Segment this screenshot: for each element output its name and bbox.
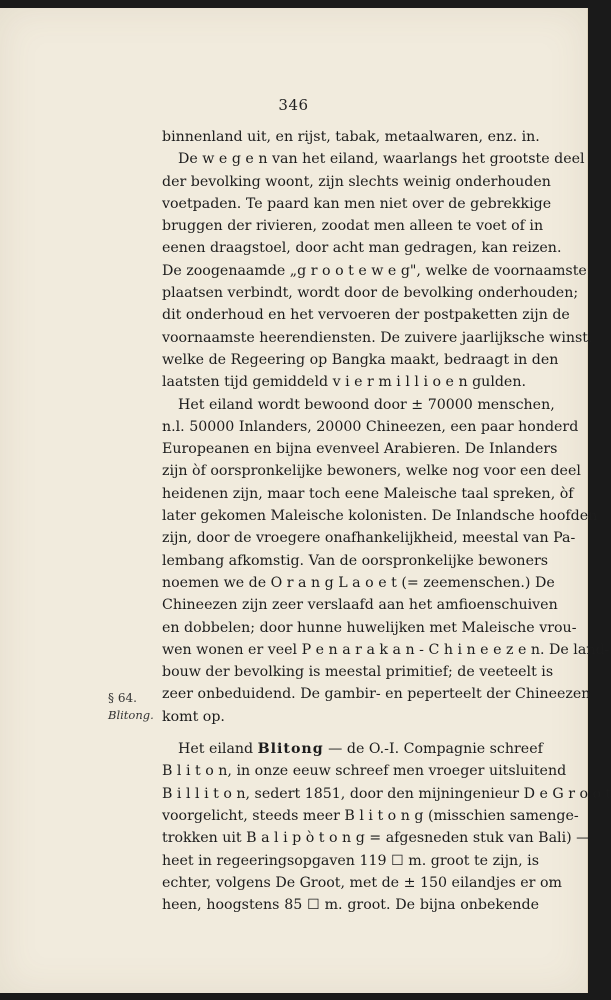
text-line: komt op. [162,708,225,725]
text-line: voornaamste heerendiensten. De zuivere jaarlijksche winst, [162,329,593,346]
text-line: bruggen der rivieren, zoodat men alleen te voet of in [162,218,544,235]
text-line: laatsten tijd gemiddeld v i e r m i l l i o e n gulden. [162,374,526,391]
text-line: eenen draagstoel, door acht man gedragen, kan reizen. [162,240,562,257]
margin-section-number: § 64. [108,691,137,705]
text-line: dit onderhoud en het vervoeren der postpaketten zijn de [162,307,570,324]
margin-topic: Blitong. [108,708,154,722]
text-line: wen wonen er veel P e n a r a k a n - C h i n e e z e n. De land- [162,641,610,658]
text-line: zijn òf oorspronkelijke bewoners, welke nog voor een deel [162,463,581,480]
text-line: binnenland uit, en rijst, tabak, metaalwaren, enz. in. [162,129,540,145]
text-line: zijn, door de vroegere onafhankelijkheid, meestal van Pa- [162,530,576,547]
text-line: De zoogenaamde „g r o o t e w e g", welke de voornaamste [162,262,587,279]
text-line: n.l. 50000 Inlanders, 20000 Chineezen, een paar honderd [162,418,579,435]
text-line: heen, hoogstens 85 ☐ m. groot. De bijna onbekende [162,897,539,914]
text-line: Het eiland wordt bewoond door ± 70000 menschen, [178,396,555,413]
text-line: noemen we de O r a n g L a o e t (= zeemenschen.) De [162,574,555,591]
text-line: lembang afkomstig. Van de oorspronkelijke bewoners [162,552,549,569]
text-line: later gekomen Maleische kolonisten. De Inlandsche hoofden [162,508,598,525]
text-line: heet in regeeringsopgaven 119 ☐ m. groot te zijn, is [162,852,539,869]
text-line: voetpaden. Te paard kan men niet over de gebrekkige [162,195,552,212]
text-line: B i l l i t o n, sedert 1851, door den mijningenieur D e G r o o t [162,785,611,802]
body-text [162,126,611,916]
page-number: 346 [278,96,309,114]
text-line: welke de Regeering op Bangka maakt, bedraagt in den [162,351,559,368]
text-line: echter, volgens De Groot, met de ± 150 eilandjes er om [162,874,562,891]
text-line: De w e g e n van het eiland, waarlangs het grootste deel [178,151,585,168]
text-line: Chineezen zijn zeer verslaafd aan het amfioenschuiven [162,597,558,614]
text-line: der bevolking woont, zijn slechts weinig onderhouden [162,173,551,190]
text-line: bouw der bevolking is meestal primitief; de veeteelt is [162,664,554,681]
text-line: Europeanen en bijna evenveel Arabieren. De Inlanders [162,441,558,458]
text-line: voorgelicht, steeds meer B l i t o n g (misschien samenge- [162,807,579,824]
text-line: trokken uit B a l i p ò t o n g = afgesneden stuk van Bali) — [162,830,591,847]
book-page [0,8,611,993]
text-line: heidenen zijn, maar toch eene Maleische taal spreken, òf [162,485,574,502]
text-line: B l i t o n, in onze eeuw schreef men vroeger uitsluitend [162,763,567,780]
emphasis-blitong: Blitong [257,741,324,758]
text-line: zeer onbeduidend. De gambir- en peperteelt der Chineezen [162,686,591,703]
text-line: en dobbelen; door hunne huwelijken met Maleische vrou- [162,619,577,636]
text-line: Het eiland Blitong — de O.-I. Compagnie schreef [178,741,543,758]
text-line: plaatsen verbindt, wordt door de bevolking onderhouden; [162,285,579,302]
